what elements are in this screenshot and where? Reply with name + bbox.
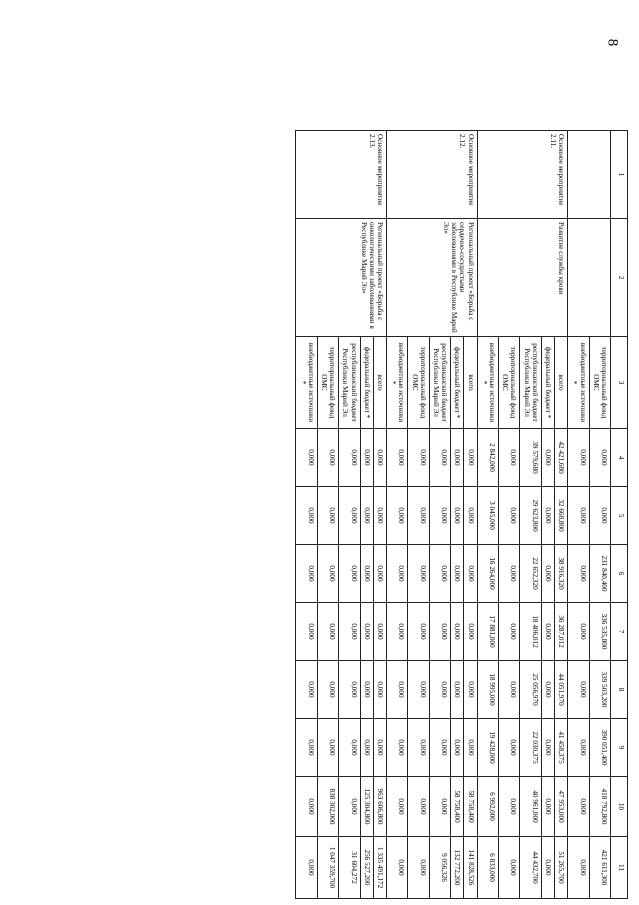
value-cell: 0,000 [296,603,317,661]
column-number: 11 [611,837,628,899]
value-cell: 0,000 [429,661,450,719]
value-cell: 0,000 [451,603,464,661]
table-row [373,131,386,899]
value-cell: 0,000 [429,487,450,545]
value-cell: 32 668,800 [554,487,567,545]
value-cell: 0,000 [408,837,429,899]
value-cell: 0,000 [317,603,338,661]
value-cell: 18 995,000 [477,661,498,719]
page-number: 8 [604,38,621,47]
value-cell: 0,000 [339,545,360,603]
source-cell: всего [373,337,386,429]
rotated-table-sheet [116,130,628,898]
value-cell: 336 535,800 [589,603,610,661]
value-cell: 0,000 [386,719,407,777]
value-cell: 0,000 [386,487,407,545]
value-cell: 0,000 [360,429,373,487]
value-cell: 0,000 [360,487,373,545]
value-cell: 29 623,800 [520,487,541,545]
value-cell: 58 758,400 [464,777,477,837]
funding-table [295,130,628,899]
value-cell: 0,000 [541,603,554,661]
value-cell: 418 792,800 [589,777,610,837]
value-cell: 6 833,000 [477,837,498,899]
value-cell: 0,000 [408,777,429,837]
value-cell: 0,000 [451,487,464,545]
value-cell: 963 606,800 [373,777,386,837]
value-cell: 0,000 [296,545,317,603]
value-cell: 0,000 [498,777,519,837]
value-cell: 0,000 [317,429,338,487]
source-cell: республиканский бюджет Республики Марий Эл [520,337,541,429]
value-cell: 0,000 [498,429,519,487]
value-cell: 0,000 [296,837,317,899]
value-cell: 0,000 [589,487,610,545]
value-cell: 0,000 [464,487,477,545]
value-cell: 0,000 [317,719,338,777]
value-cell: 3 045,000 [477,487,498,545]
source-cell: всего [554,337,567,429]
value-cell: 0,000 [429,719,450,777]
table-row [589,131,610,899]
measure-code: Основное мероприятие 2.11. [477,131,568,219]
value-cell: 0,000 [360,545,373,603]
column-number: 9 [611,719,628,777]
value-cell: 2 842,000 [477,429,498,487]
value-cell: 0,000 [386,661,407,719]
value-cell: 0,000 [464,545,477,603]
value-cell: 0,000 [429,777,450,837]
measure-name: Развитие службы крови [477,219,568,337]
value-cell: 0,000 [339,603,360,661]
column-number: 5 [611,487,628,545]
column-number: 10 [611,777,628,837]
value-cell: 0,000 [296,487,317,545]
value-cell: 1 335 491,172 [373,837,386,899]
value-cell: 0,000 [464,429,477,487]
value-cell: 0,000 [339,429,360,487]
measure-code: Основное мероприятие 2.13. [296,131,387,219]
value-cell: 0,000 [386,777,407,837]
value-cell: 0,000 [541,777,554,837]
source-cell: внебюджетные источники * [296,337,317,429]
value-cell: 0,000 [451,719,464,777]
value-cell: 0,000 [464,603,477,661]
value-cell: 0,000 [498,837,519,899]
value-cell: 0,000 [429,429,450,487]
value-cell: 0,000 [568,545,589,603]
value-cell: 0,000 [373,487,386,545]
value-cell: 0,000 [541,661,554,719]
value-cell: 0,000 [568,487,589,545]
value-cell: 25 056,970 [520,661,541,719]
column-number: 8 [611,661,628,719]
value-cell: 231 840,400 [589,545,610,603]
value-cell: 0,000 [386,545,407,603]
column-number-row [611,131,628,899]
value-cell: 390 051,400 [589,719,610,777]
value-cell: 0,000 [541,545,554,603]
value-cell: 42 421,680 [554,429,567,487]
value-cell: 0,000 [568,719,589,777]
code-cell [568,131,611,219]
value-cell: 0,000 [408,487,429,545]
value-cell: 0,000 [408,719,429,777]
value-cell: 0,000 [498,545,519,603]
value-cell: 0,000 [568,603,589,661]
value-cell: 0,000 [373,603,386,661]
value-cell: 22 652,320 [520,545,541,603]
value-cell: 0,000 [408,661,429,719]
value-cell: 0,000 [339,777,360,837]
value-cell: 0,000 [296,661,317,719]
value-cell: 19 428,000 [477,719,498,777]
value-cell: 44 432,700 [520,837,541,899]
value-cell: 1 047 359,700 [317,837,338,899]
column-number: 4 [611,429,628,487]
source-cell: территориальный фонд ОМС [317,337,338,429]
column-number: 2 [611,219,628,337]
value-cell: 0,000 [317,545,338,603]
source-cell: федеральный бюджет * [360,337,373,429]
value-cell: 0,000 [541,837,554,899]
value-cell: 0,000 [541,487,554,545]
column-number: 7 [611,603,628,661]
value-cell: 0,000 [408,545,429,603]
source-cell: территориальный фонд ОМС [408,337,429,429]
value-cell: 0,000 [317,487,338,545]
value-cell: 36 287,012 [554,603,567,661]
source-cell: внебюджетные источники * [477,337,498,429]
table-row [464,131,477,899]
source-cell: федеральный бюджет * [541,337,554,429]
source-cell: республиканский бюджет Республики Марий Эл [339,337,360,429]
value-cell: 38 916,320 [554,545,567,603]
value-cell: 0,000 [373,661,386,719]
value-cell: 141 828,526 [464,837,477,899]
source-cell: внебюджетные источники * [386,337,407,429]
value-cell: 39 579,680 [520,429,541,487]
value-cell: 0,000 [498,603,519,661]
value-cell: 0,000 [464,661,477,719]
measure-name: Региональный проект «Борьба с онкологическими заболеваниями в Республике Марий Эл» [296,219,387,337]
value-cell: 0,000 [339,487,360,545]
value-cell: 6 992,000 [477,777,498,837]
value-cell: 0,000 [408,603,429,661]
value-cell: 22 030,375 [520,719,541,777]
value-cell: 18 406,012 [520,603,541,661]
column-number: 3 [611,337,628,429]
value-cell: 0,000 [451,545,464,603]
value-cell: 132 772,200 [451,837,464,899]
value-cell: 0,000 [317,661,338,719]
value-cell: 0,000 [296,719,317,777]
value-cell: 0,000 [360,719,373,777]
value-cell: 0,000 [386,837,407,899]
value-cell: 0,000 [568,661,589,719]
value-cell: 44 051,970 [554,661,567,719]
value-cell: 421 611,300 [589,837,610,899]
value-cell: 838 302,000 [317,777,338,837]
value-cell: 0,000 [373,429,386,487]
source-cell: федеральный бюджет * [451,337,464,429]
value-cell: 0,000 [451,429,464,487]
value-cell: 40 961,000 [520,777,541,837]
column-number: 6 [611,545,628,603]
value-cell: 0,000 [589,429,610,487]
measure-code: Основное мероприятие 2.12. [386,131,477,219]
value-cell: 41 458,375 [554,719,567,777]
name-cell [568,219,611,337]
measure-name: Региональный проект «Борьба с сердечно-сосудистыми заболеваниями в Республике Марий Эл» [386,219,477,337]
value-cell: 0,000 [568,837,589,899]
value-cell: 0,000 [339,719,360,777]
value-cell: 0,000 [296,777,317,837]
value-cell: 125 304,800 [360,777,373,837]
source-cell: территориальный фонд ОМС [589,337,610,429]
value-cell: 0,000 [373,545,386,603]
value-cell: 31 604,272 [339,837,360,899]
value-cell: 0,000 [429,603,450,661]
value-cell: 0,000 [568,777,589,837]
source-cell: внебюджетные источники * [568,337,589,429]
value-cell: 0,000 [568,429,589,487]
value-cell: 0,000 [429,545,450,603]
value-cell: 0,000 [408,429,429,487]
value-cell: 0,000 [498,719,519,777]
value-cell: 0,000 [541,429,554,487]
table-row [554,131,567,899]
value-cell: 0,000 [360,661,373,719]
value-cell: 0,000 [498,487,519,545]
source-cell: всего [464,337,477,429]
value-cell: 339 503,200 [589,661,610,719]
value-cell: 17 881,000 [477,603,498,661]
value-cell: 0,000 [541,719,554,777]
value-cell: 0,000 [498,661,519,719]
column-number: 1 [611,131,628,219]
value-cell: 9 056,326 [429,837,450,899]
value-cell: 58 758,400 [451,777,464,837]
value-cell: 0,000 [386,603,407,661]
value-cell: 16 264,000 [477,545,498,603]
value-cell: 51 265,700 [554,837,567,899]
value-cell: 0,000 [373,719,386,777]
source-cell: территориальный фонд ОМС [498,337,519,429]
value-cell: 0,000 [296,429,317,487]
value-cell: 0,000 [339,661,360,719]
value-cell: 47 953,000 [554,777,567,837]
source-cell: республиканский бюджет Республики Марий Эл [429,337,450,429]
value-cell: 0,000 [386,429,407,487]
value-cell: 0,000 [464,719,477,777]
value-cell: 256 527,200 [360,837,373,899]
value-cell: 0,000 [451,661,464,719]
value-cell: 0,000 [360,603,373,661]
